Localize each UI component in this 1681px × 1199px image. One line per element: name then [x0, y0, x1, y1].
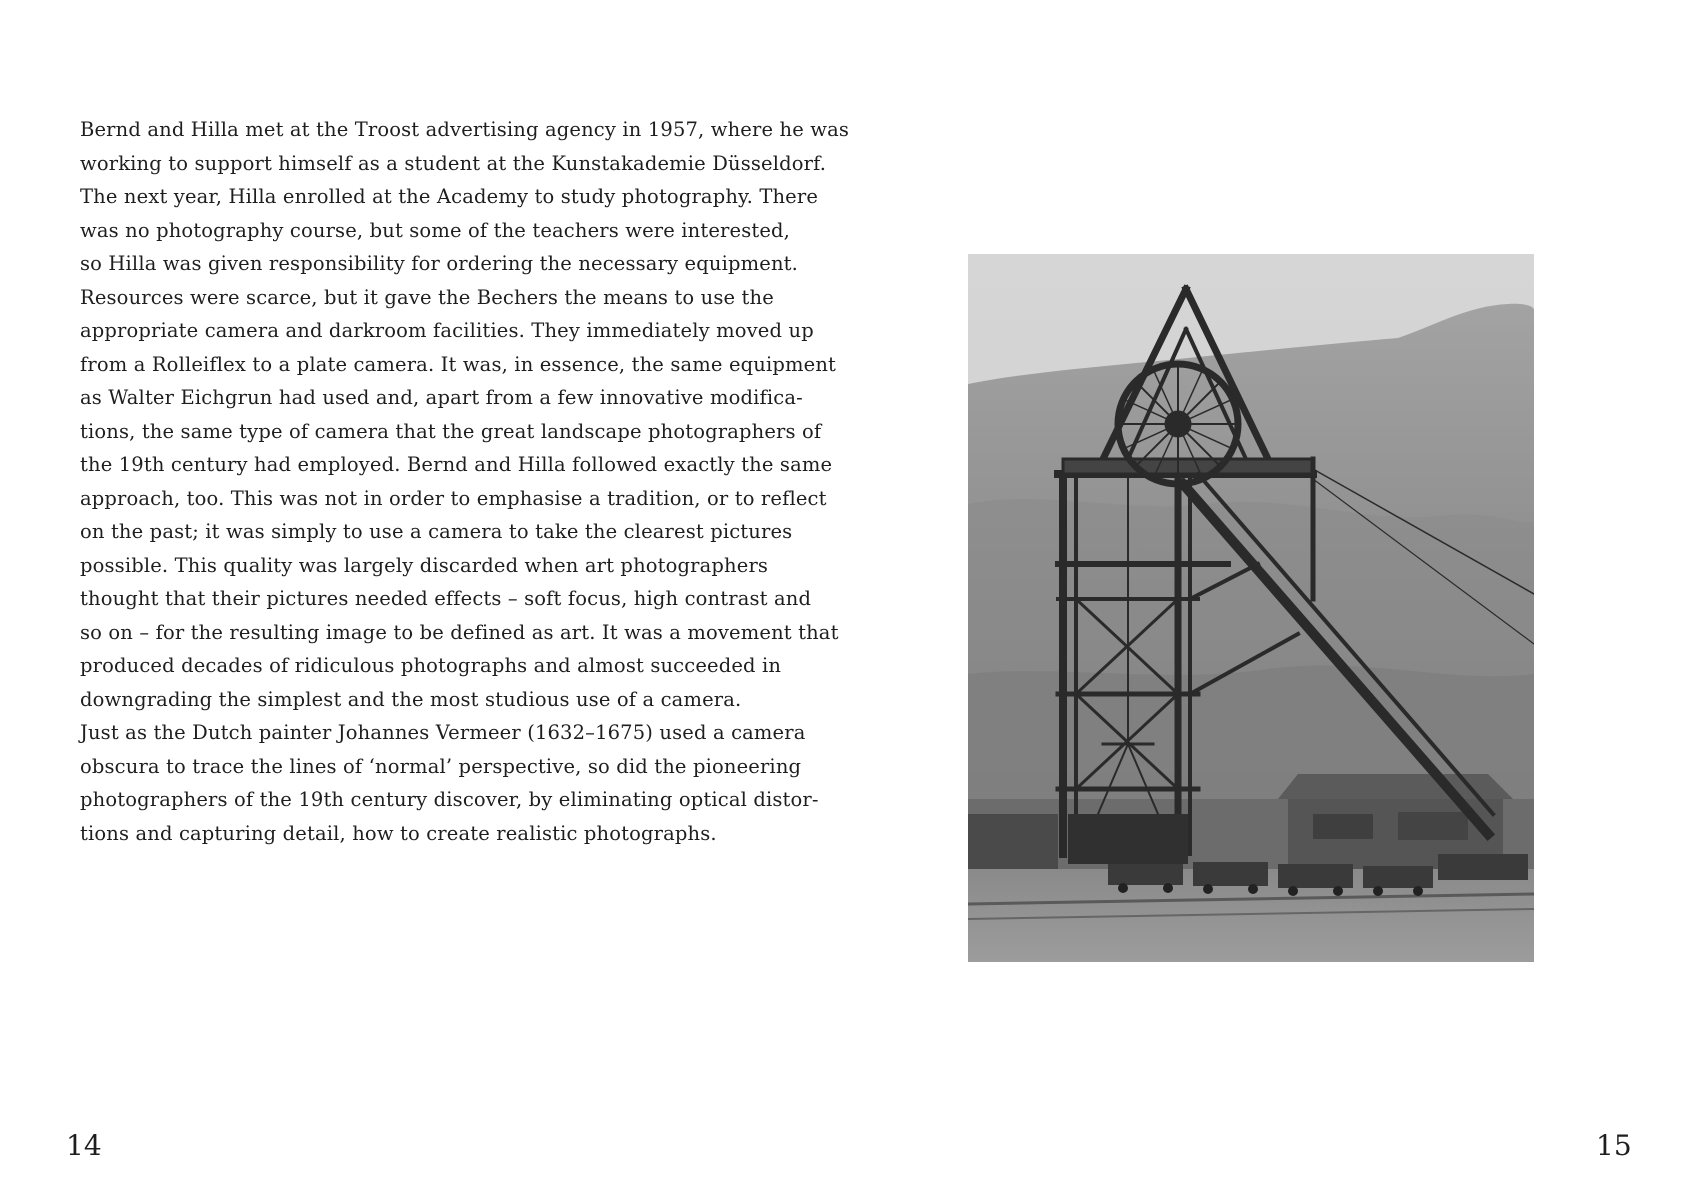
text-line: Bernd and Hilla met at the Troost advertising agency in 1957, where he was [80, 118, 850, 141]
text-line: downgrading the simplest and the most studious use of a camera. [80, 687, 742, 711]
text-line: as Walter Eichgrun had used and, apart from a few innovative modifica- [80, 386, 803, 409]
text-line: photographers of the 19th century discover, by eliminating optical distor- [80, 788, 819, 811]
text-line: thought that their pictures needed effects – soft focus, high contrast and [80, 587, 812, 610]
text-line: so Hilla was given responsibility for ordering the necessary equipment. [80, 252, 798, 275]
text-line: obscura to trace the lines of ‘normal’ perspective, so did the pioneering [80, 754, 802, 778]
body-text [80, 113, 850, 850]
headframe-photograph [968, 254, 1534, 962]
text-line: tions, the same type of camera that the great landscape photographers of [80, 419, 822, 443]
text-line: so on – for the resulting image to be defined as art. It was a movement that [80, 620, 839, 644]
text-line: was no photography course, but some of the teachers were interested, [80, 218, 791, 242]
text-line: produced decades of ridiculous photographs and almost succeeded in [80, 654, 782, 677]
text-line: from a Rolleiflex to a plate camera. It was, in essence, the same equipment [80, 352, 837, 376]
page-number-left: 14 [66, 1129, 102, 1162]
text-line: Resources were scarce, but it gave the Bechers the means to use the [80, 285, 774, 309]
text-line: possible. This quality was largely discarded when art photographers [80, 553, 769, 577]
text-line: Just as the Dutch painter Johannes Vermeer (1632–1675) used a camera [80, 721, 806, 744]
text-line: appropriate camera and darkroom facilities. They immediately moved up [80, 319, 814, 342]
text-line: the 19th century had employed. Bernd and Hilla followed exactly the same [80, 453, 833, 476]
text-line: The next year, Hilla enrolled at the Academy to study photography. There [80, 185, 819, 208]
text-line: tions and capturing detail, how to create realistic photographs. [80, 821, 717, 845]
text-line: working to support himself as a student at the Kunstakademie Düsseldorf. [80, 151, 827, 175]
text-line: on the past; it was simply to use a camera to take the clearest pictures [80, 520, 793, 543]
page-number-right: 15 [1596, 1129, 1632, 1162]
text-line: approach, too. This was not in order to emphasise a tradition, or to reflect [80, 486, 827, 510]
